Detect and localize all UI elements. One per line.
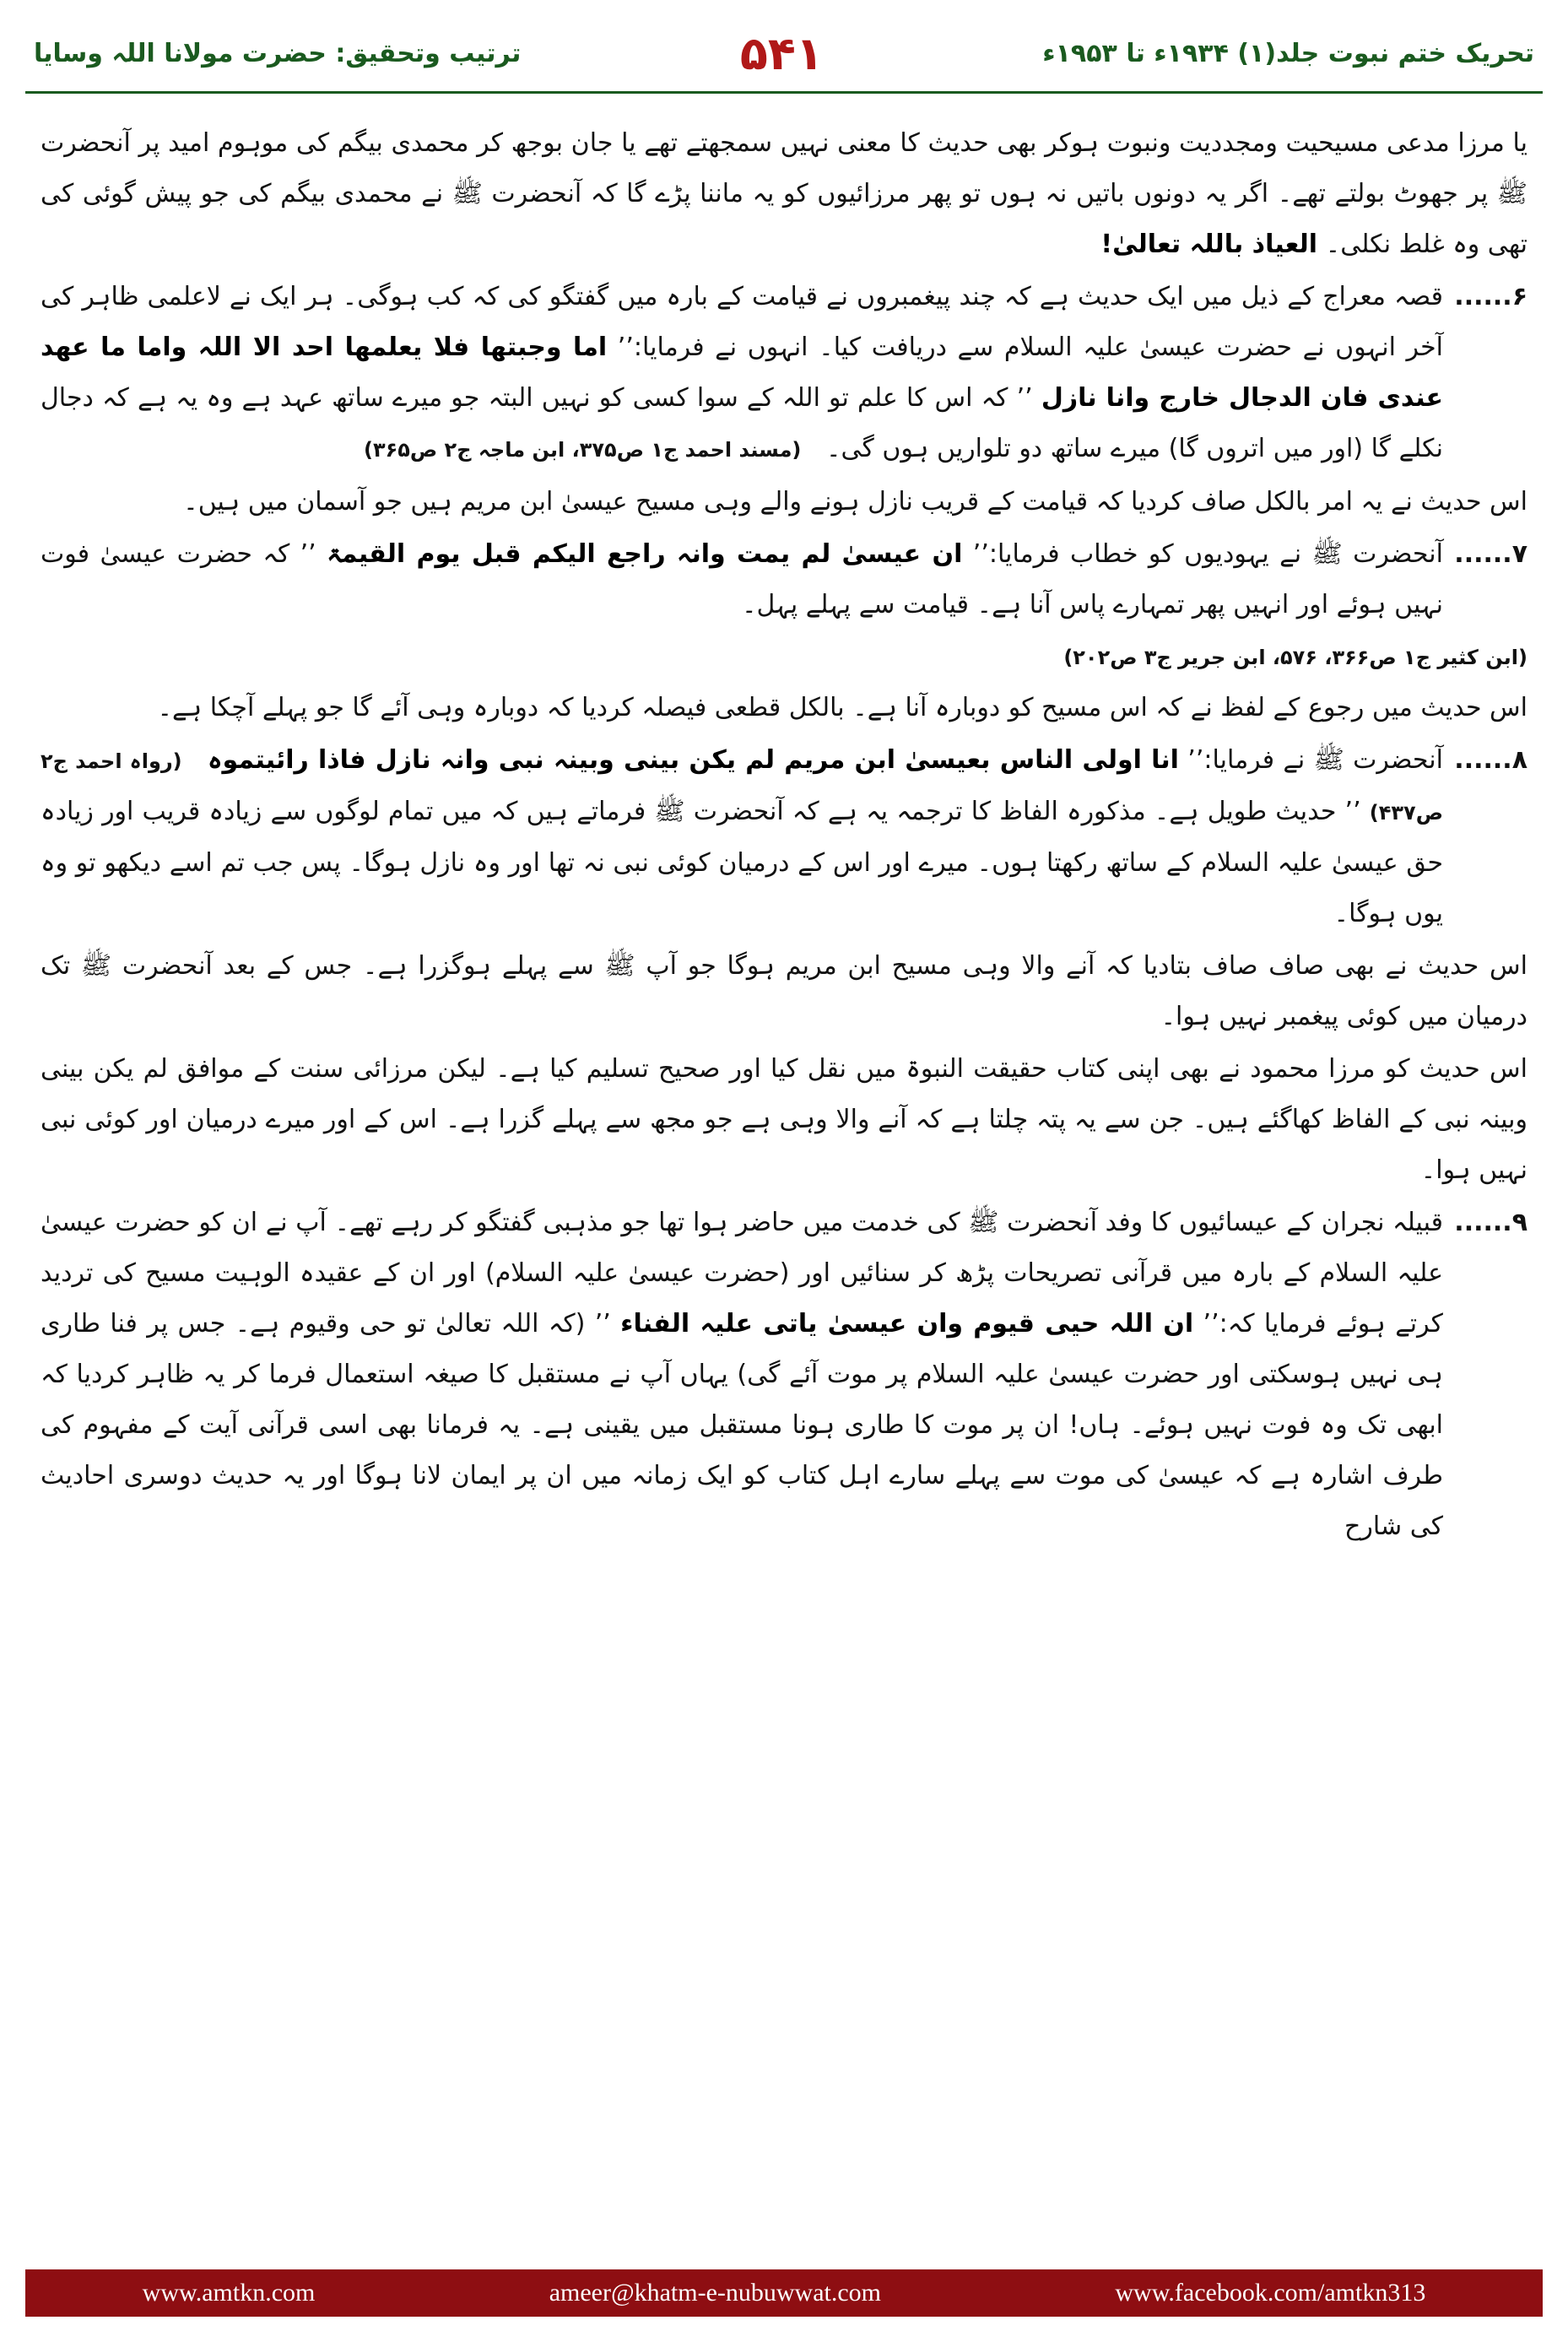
hadith-item-8: [41, 735, 1527, 939]
hadith-reference: (مسند احمد ج۱ ص۳۷۵، ابن ماجہ ج۲ ص۳۶۵): [363, 438, 802, 462]
item-number: ۸......: [1454, 745, 1527, 775]
intro-paragraph: [41, 118, 1527, 270]
item-8-conclusion-2: اس حدیث کو مرزا محمود نے بھی اپنی کتاب حقیقت النبوۃ میں نقل کیا اور صحیح تسلیم کیا ہے۔ لیکن مرزائی سنت کے موافق لم یکن بینی وبینہ نبی کے الفاظ کھاگئے ہیں۔ جن سے یہ پتہ چلتا ہے کہ آنے والا وہی ہے جو مجھ سے پہلے گزرا ہے۔ اس کے اور میرے درمیان اور کوئی نبی نہیں ہوا۔: [41, 1054, 1527, 1185]
item-body: [41, 735, 1443, 939]
item-body: [41, 529, 1443, 630]
footer-website-link[interactable]: www.amtkn.com: [142, 2279, 316, 2307]
item-number: ۶......: [1454, 282, 1527, 311]
hadith-item-6: [41, 272, 1527, 475]
footer-facebook-link[interactable]: www.facebook.com/amtkn313: [1115, 2279, 1426, 2307]
compiler-credit: ترتیب وتحقیق: حضرت مولانا اللہ وسایا: [34, 38, 522, 68]
item-text: ’’ کہ اس کا علم تو اللہ کے سوا کسی کو نہیں البتہ جو میرے ساتھ عہد ہے وہ یہ ہے کہ دجال نکلے گا (اور میں اتروں گا) میرے ساتھ دو تلواریں ہوں گی۔: [41, 383, 1443, 463]
hadith-reference: (ابن کثیر ج۱ ص۳۶۶، ۵۷۶، ابن جریر ج۳ ص۲۰۲): [1063, 646, 1527, 669]
item-text: آنحضرت ﷺ نے فرمایا:’’: [1187, 745, 1443, 775]
intro-arabic: العیاذ باللہ تعالیٰ!: [1100, 230, 1318, 259]
item-text: آنحضرت ﷺ نے یہودیوں کو خطاب فرمایا:’’: [972, 539, 1443, 569]
hadith-arabic: ان اللہ حیی قیوم وان عیسیٰ یاتی علیہ الفناء: [620, 1309, 1194, 1339]
hadith-item-9: [41, 1198, 1527, 1552]
header-divider: [25, 91, 1543, 94]
item-text: قصہ معراج کے ذیل میں ایک حدیث ہے کہ چند پیغمبروں نے قیامت کے بارہ میں گفتگو کی کہ کب ہوگی۔ ہر ایک نے لاعلمی ظاہر کی آخر انہوں نے حضرت عیسیٰ علیہ السلام سے دریافت کیا۔ انہوں نے فرمایا:’’: [41, 282, 1443, 362]
hadith-arabic: ان عیسیٰ لم یمت وانہ راجع الیکم قبل یوم القیمۃ: [327, 539, 963, 569]
item-body: [41, 1198, 1443, 1552]
item-body: [41, 272, 1443, 475]
book-title: تحریک ختم نبوت جلد(۱) ۱۹۳۴ء تا ۱۹۵۳ء: [1042, 38, 1534, 68]
page-body: [41, 118, 1527, 2241]
item-number: ۷......: [1454, 539, 1527, 569]
hadith-arabic: انا اولی الناس بعیسیٰ ابن مریم لم یکن بینی وبینہ نبی وانہ نازل فاذا رائیتموہ: [207, 745, 1179, 775]
footer-bar: [25, 2269, 1543, 2317]
item-number: ۹......: [1454, 1208, 1527, 1237]
item-text: ’’ کہ حضرت عیسیٰ فوت نہیں ہوئے اور انہیں پھر تمہارے پاس آنا ہے۔ قیامت سے پہلے پہل۔: [41, 539, 1443, 619]
item-7-conclusion: اس حدیث میں رجوع کے لفظ نے کہ اس مسیح کو دوبارہ آنا ہے۔ بالکل قطعی فیصلہ کردیا کہ دوبارہ وہی آئے گا جو پہلے آچکا ہے۔: [157, 693, 1527, 722]
item-text: قبیلہ نجران کے عیسائیوں کا وفد آنحضرت ﷺ کی خدمت میں حاضر ہوا تھا جو مذہبی گفتگو کر رہے تھے۔ آپ نے ان کو حضرت عیسیٰ علیہ السلام کے بارہ میں قرآنی تصریحات پڑھ کر سنائیں اور (حضرت عیسیٰ علیہ السلام) اور ان کے عقیدہ الوہیت مسیح کی تردید کرتے ہوئے فرمایا کہ:’’: [41, 1208, 1443, 1339]
intro-text: یا مرزا مدعی مسیحیت ومجددیت ونبوت ہوکر بھی حدیث کا معنی نہیں سمجھتے تھے یا جان بوجھ کر محمدی بیگم کی موہوم امید پر آنحضرت ﷺ پر جھوٹ بولتے تھے۔ اگر یہ دونوں باتیں نہ ہوں تو پھر مرزائیوں کو یہ ماننا پڑے گا کہ آنحضرت ﷺ نے محمدی بیگم کی جو پیش گوئی کی تھی وہ غلط نکلی۔: [41, 128, 1527, 259]
hadith-arabic: اما وجبتھا فلا یعلمھا احد الا اللہ واما ما عھد عندی فان الدجال خارج وانا نازل: [41, 333, 1443, 413]
hadith-reference: (رواہ احمد ج۲ ص۴۳۷): [41, 749, 1443, 825]
item-8-conclusion-1: اس حدیث نے بھی صاف صاف بتادیا کہ آنے والا وہی مسیح ابن مریم ہوگا جو آپ ﷺ سے پہلے ہوگزرا ہے۔ جس کے بعد آنحضرت ﷺ تک درمیان میں کوئی پیغمبر نہیں ہوا۔: [41, 951, 1527, 1031]
item-6-conclusion: اس حدیث نے یہ امر بالکل صاف کردیا کہ قیامت کے قریب نازل ہونے والے وہی مسیح عیسیٰ ابن مریم ہیں جو آسمان میں ہیں۔: [183, 487, 1527, 517]
page-header: [34, 24, 1534, 83]
footer-email-link[interactable]: ameer@khatm-e-nubuwwat.com: [549, 2279, 882, 2307]
item-text: ’’ (کہ اللہ تعالیٰ تو حی وقیوم ہے۔ جس پر فنا طاری ہی نہیں ہوسکتی اور حضرت عیسیٰ علیہ السلام پر موت آئے گی) یہاں آپ نے مستقبل کا صیغہ استعمال فرما کر یہ ظاہر کردیا کہ ابھی تک وہ فوت نہیں ہوئے۔ ہاں! ان پر موت کا طاری ہونا مستقبل میں یقینی ہے۔ یہ فرمانا بھی اسی قرآنی آیت کے مفہوم کی طرف اشارہ ہے کہ عیسیٰ کی موت سے پہلے سارے اہل کتاب کو ایک زمانہ میں ان پر ایمان لانا ہوگا اور یہ حدیث دوسری احادیث کی شارح: [41, 1309, 1443, 1541]
hadith-item-7: [41, 529, 1527, 630]
item-text: ’’ حدیث طویل ہے۔ مذکورہ الفاظ کا ترجمہ یہ ہے کہ آنحضرت ﷺ فرماتے ہیں کہ میں تمام لوگوں سے زیادہ قریب اور زیادہ حق عیسیٰ علیہ السلام کے ساتھ رکھتا ہوں۔ میرے اور اس کے درمیان کوئی نبی نہ تھا اور وہ نازل ہوگا۔ پس جب تم اسے دیکھو تو وہ یوں ہوگا۔: [41, 797, 1443, 928]
page-number: ۵۴۱: [739, 26, 824, 80]
